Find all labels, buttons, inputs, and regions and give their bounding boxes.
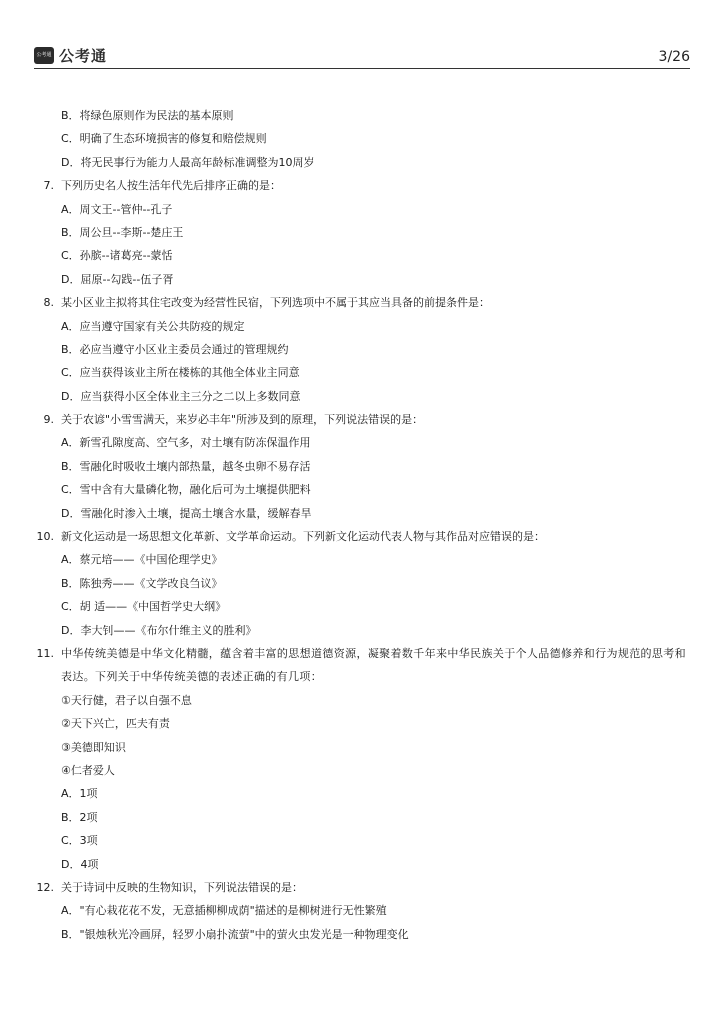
option: D．雪融化时渗入土壤，提高土壤含水量，缓解春旱 xyxy=(61,506,312,520)
statement: ④仁者爱人 xyxy=(61,763,115,777)
question-number: 7. xyxy=(43,179,54,193)
document-body xyxy=(36,104,686,946)
question-7 xyxy=(36,174,686,197)
option: B．必应当遵守小区业主委员会通过的管理规约 xyxy=(61,342,289,356)
option: A．"有心栽花花不发，无意插柳柳成荫"描述的是柳树进行无性繁殖 xyxy=(61,904,387,918)
statement: ③美德即知识 xyxy=(61,740,126,754)
statement: ①天行健，君子以自强不息 xyxy=(61,693,192,707)
question-11 xyxy=(36,642,686,689)
option: B．雪融化时吸收土壤内部热量，越冬虫卵不易存活 xyxy=(61,459,311,473)
option: C．3项 xyxy=(61,834,98,848)
option: D．将无民事行为能力人最高年龄标准调整为10周岁 xyxy=(61,155,315,169)
question-number: 9. xyxy=(43,413,54,427)
option: D．应当获得小区全体业主三分之二以上多数同意 xyxy=(61,389,301,403)
option: C．应当获得该业主所在楼栋的其他全体业主同意 xyxy=(61,366,300,380)
page-header xyxy=(34,44,690,68)
question-10 xyxy=(36,525,686,548)
option: D．屈原--勾践--伍子胥 xyxy=(61,272,174,286)
logo-text: 公考通 xyxy=(59,46,108,65)
option: D．4项 xyxy=(61,857,99,871)
page-number: 3/26 xyxy=(658,49,690,65)
option: B．周公旦--李斯--楚庄王 xyxy=(61,225,184,239)
question-text: 某小区业主拟将其住宅改变为经营性民宿，下列选项中不属于其应当具备的前提条件是： xyxy=(61,296,490,310)
option: B．陈独秀——《文学改良刍议》 xyxy=(61,576,223,590)
option: A．周文王--管仲--孔子 xyxy=(61,202,173,216)
question-number: 10. xyxy=(36,530,54,544)
question-number: 12. xyxy=(36,880,54,894)
question-text: 下列历史名人按生活年代先后排序正确的是： xyxy=(61,179,281,193)
question-8 xyxy=(36,291,686,314)
option: C．明确了生态环境损害的修复和赔偿规则 xyxy=(61,132,267,146)
question-12 xyxy=(36,876,686,899)
option: B．2项 xyxy=(61,810,98,824)
question-9 xyxy=(36,408,686,431)
option: A．1项 xyxy=(61,787,98,801)
option: B．"银烛秋光冷画屏，轻罗小扇扑流萤"中的萤火虫发光是一种物理变化 xyxy=(61,927,409,941)
header-divider xyxy=(34,68,690,69)
question-text: 中华传统美德是中华文化精髓，蕴含着丰富的思想道德资源，凝聚着数千年来中华民族关于个人品德修养和行为规范的思考和表达。下列关于中华传统美德的表述正确的有几项： xyxy=(61,646,686,684)
option: C．孙膑--诸葛亮--蒙恬 xyxy=(61,249,173,263)
option: C．雪中含有大量磷化物，融化后可为土壤提供肥料 xyxy=(61,483,311,497)
question-text: 关于诗词中反映的生物知识，下列说法错误的是： xyxy=(61,880,303,894)
option: C．胡 适——《中国哲学史大纲》 xyxy=(61,600,227,614)
option: D．李大钊——《布尔什维主义的胜利》 xyxy=(61,623,257,637)
logo-mark: 公考通 xyxy=(34,47,54,64)
question-text: 关于农谚"小雪雪满天，来岁必丰年"所涉及到的原理，下列说法错误的是： xyxy=(61,413,424,427)
logo xyxy=(34,45,107,65)
statement: ②天下兴亡，匹夫有责 xyxy=(61,717,170,731)
question-number: 11. xyxy=(36,646,54,660)
option: A．应当遵守国家有关公共防疫的规定 xyxy=(61,319,245,333)
option: A．新雪孔隙度高、空气多，对土壤有防冻保温作用 xyxy=(61,436,311,450)
option: A．蔡元培——《中国伦理学史》 xyxy=(61,553,223,567)
question-number: 8. xyxy=(43,296,54,310)
option: B．将绿色原则作为民法的基本原则 xyxy=(61,109,234,122)
question-text: 新文化运动是一场思想文化革新、文学革命运动。下列新文化运动代表人物与其作品对应错误的是： xyxy=(61,530,545,544)
